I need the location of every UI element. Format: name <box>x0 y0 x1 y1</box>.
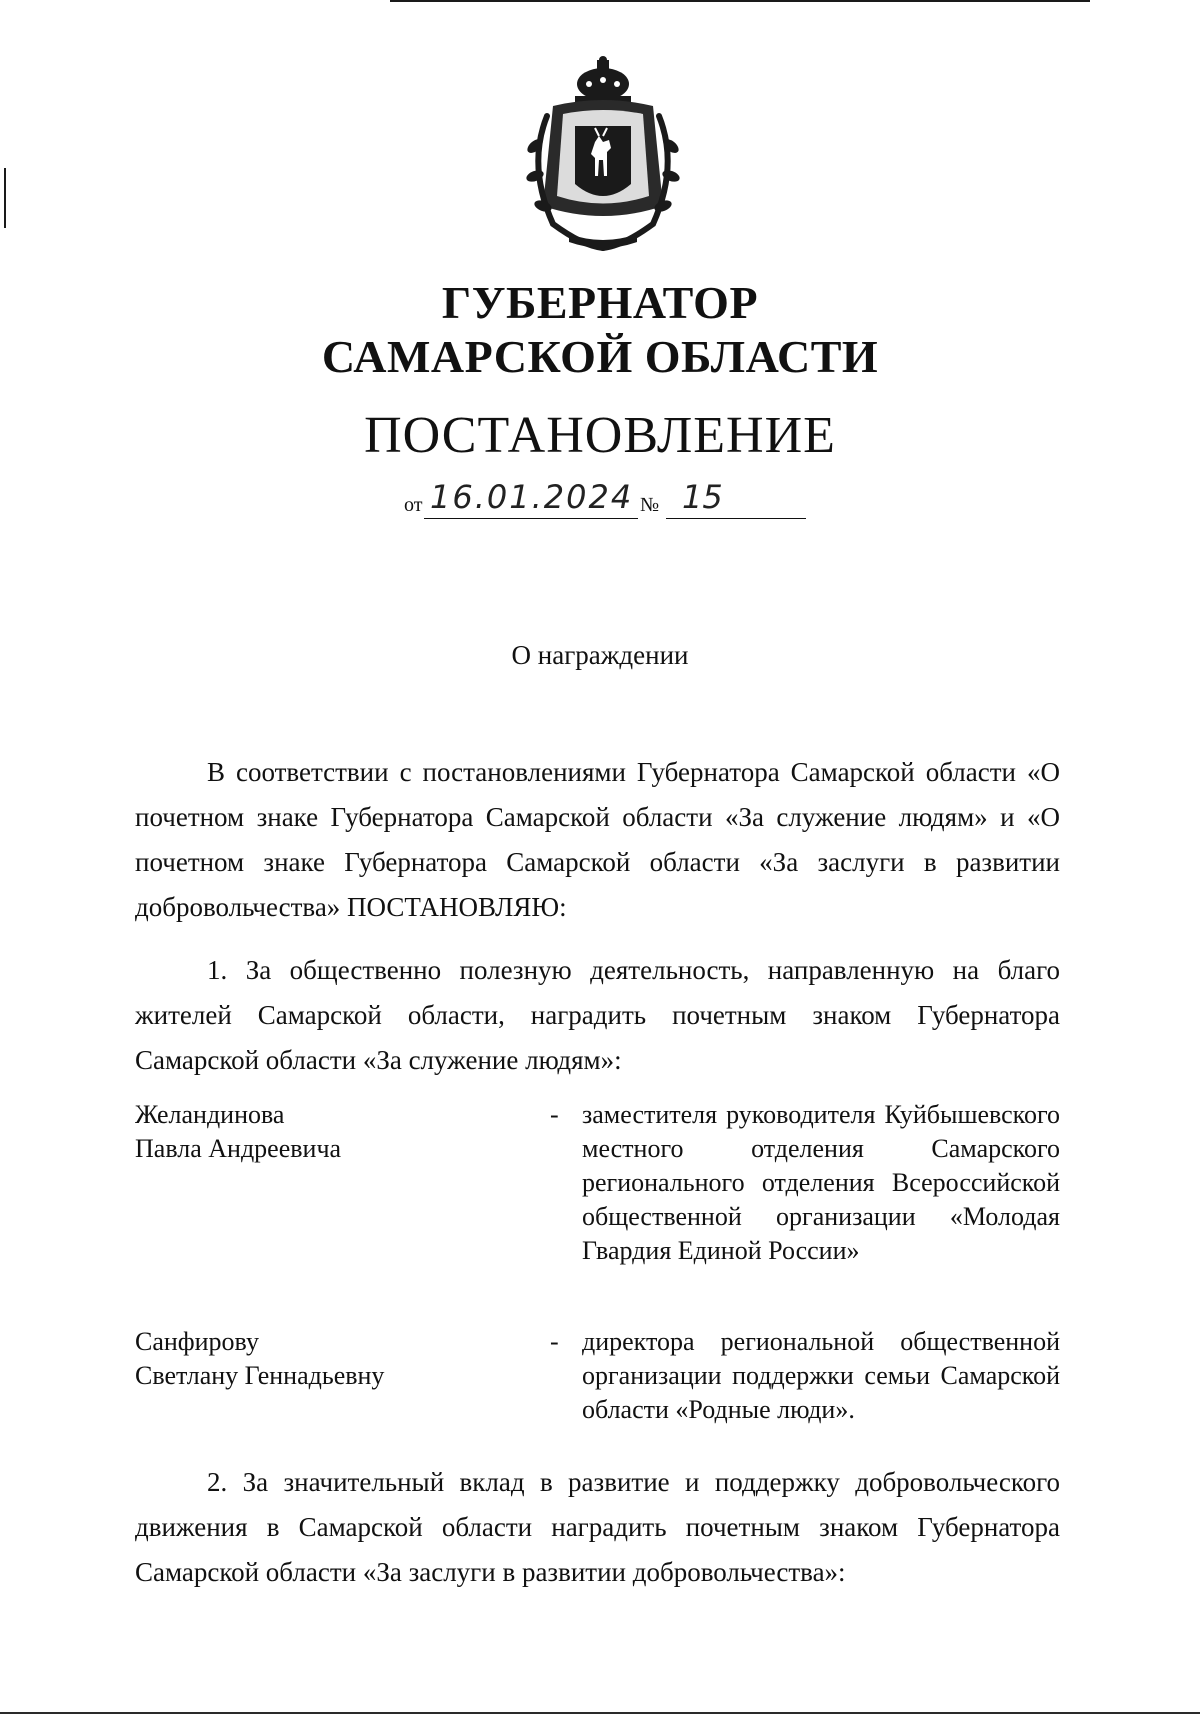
document-type: ПОСТАНОВЛЕНИЕ <box>364 407 836 464</box>
awardee-given-names: Павла Андреевича <box>135 1134 342 1163</box>
awardee-surname: Желандинова <box>135 1100 285 1129</box>
awardee-given-names: Светлану Геннадьевну <box>135 1361 385 1390</box>
date-label: от <box>404 494 423 516</box>
date-underline <box>424 518 638 519</box>
scan-edge-top <box>390 0 1090 2</box>
item-2-paragraph: 2. За значительный вклад в развитие и поддержку добровольческого движения в Самарской области наградить почетным знаком Губернатора Самарской области «За заслуги в развитии добровольчества»: <box>135 1467 1060 1587</box>
scan-edge-bottom <box>0 1712 1200 1714</box>
awardee-name <box>135 1325 515 1393</box>
awardee-dash: - <box>550 1327 559 1356</box>
preamble-paragraph: В соответствии с постановлениями Губернатора Самарской области «О почетном знаке Губернатора Самарской области «За служение людям» и «О почетном знаке Губернатора Самарской области «За заслуги в развитии добровольчества» ПОСТАНОВЛЯЮ: <box>135 757 1060 922</box>
awardee-position: заместителя руководителя Куйбышевского местного отделения Самарского регионального отделения Всероссийской общественной организации «Молодая Гвардия Единой России» <box>582 1100 1060 1265</box>
number-label: № <box>640 494 660 516</box>
document-number: 15 <box>682 478 723 516</box>
scan-mark-left <box>4 168 6 228</box>
header-line-2: САМАРСКОЙ ОБЛАСТИ <box>321 331 879 382</box>
awardee-surname: Санфирову <box>135 1327 259 1356</box>
document-subject: О награждении <box>511 640 689 670</box>
awardee-dash: - <box>550 1100 559 1129</box>
samara-coat-of-arms-icon <box>513 56 693 256</box>
awardee-name <box>135 1098 515 1166</box>
item-1-paragraph: 1. За общественно полезную деятельность, направленную на благо жителей Самарской области, наградить почетным знаком Губернатора Самарской области «За служение людям»: <box>135 955 1060 1075</box>
header-line-1: ГУБЕРНАТОР <box>441 277 759 328</box>
number-underline <box>666 518 806 519</box>
awardee-position: директора региональной общественной организации поддержки семьи Самарской области «Родные люди». <box>582 1327 1060 1424</box>
document-date: 16.01.2024 <box>430 478 634 516</box>
